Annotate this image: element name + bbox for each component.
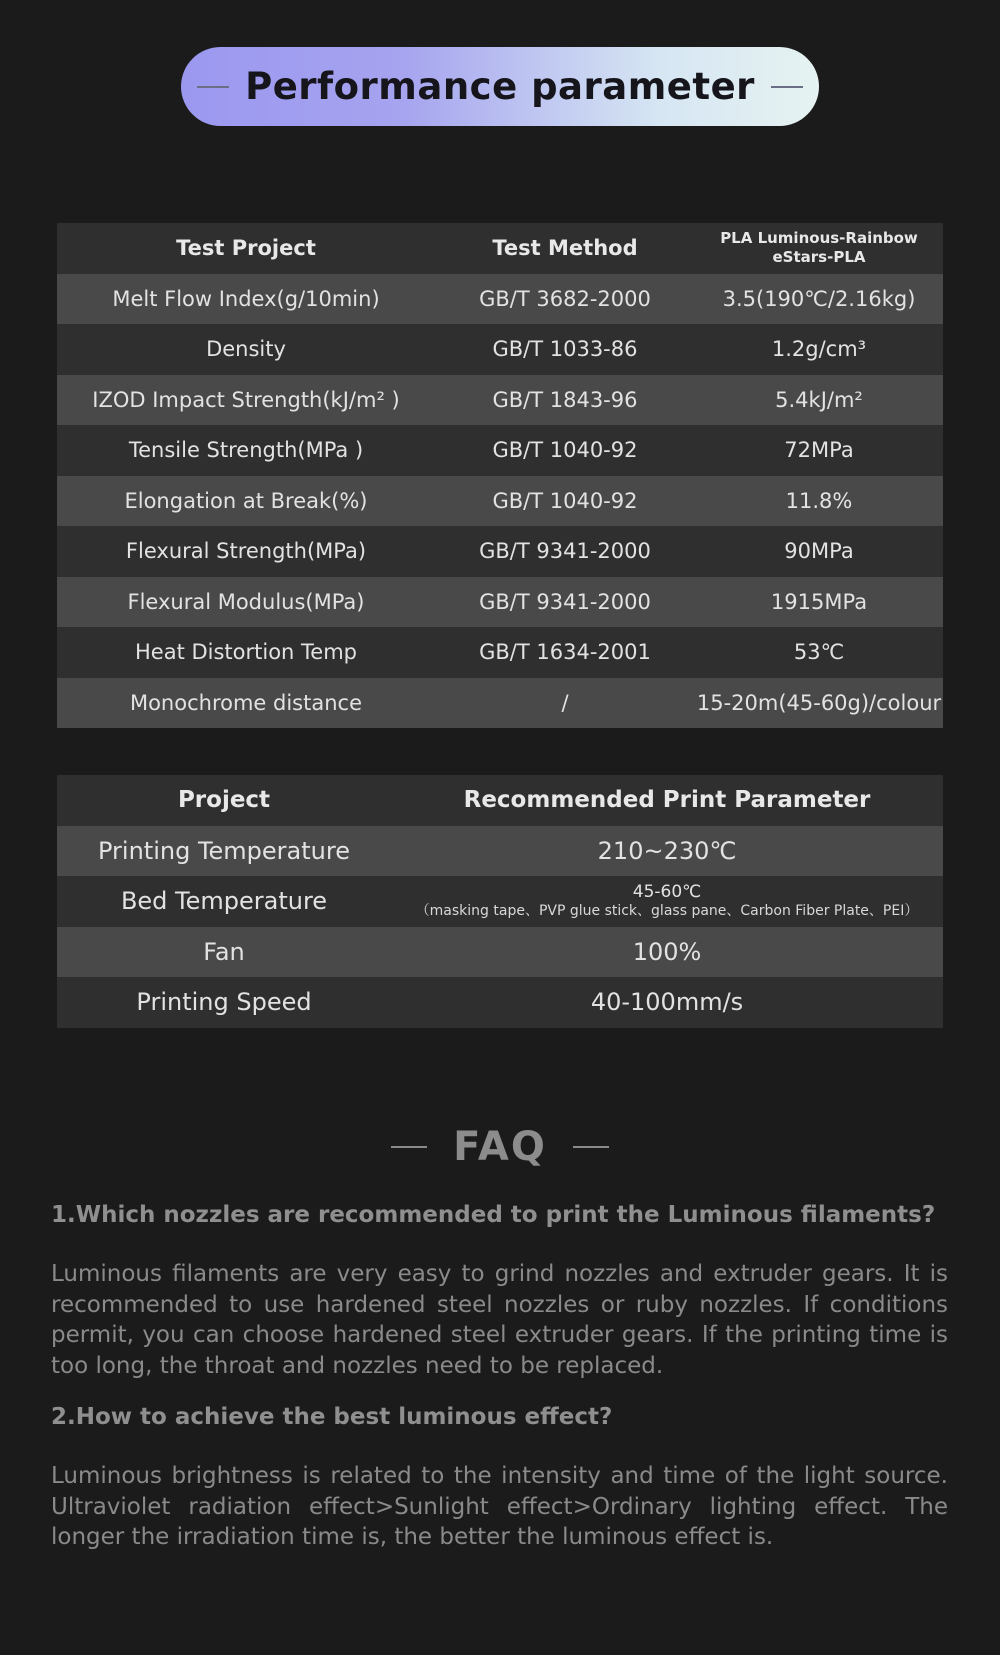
table-row [57,876,943,927]
header-product [695,223,943,274]
faq-question-1: 1.Which nozzles are recommended to print the Luminous filaments? [51,1202,936,1228]
cell-project: Bed Temperature [57,876,391,927]
cell-method: / [435,678,695,729]
print-parameter-table [57,775,943,1028]
faq-title: FAQ [453,1124,547,1170]
cell-value-with-note [391,876,943,927]
print-table-header [57,775,943,826]
cell-value: 210~230℃ [391,826,943,877]
cell-value: 72MPa [695,425,943,476]
cell-project: Tensile Strength(MPa ) [57,425,435,476]
cell-method: GB/T 1033-86 [435,324,695,375]
faq-right-dash [573,1146,609,1148]
faq-heading [0,1124,1000,1170]
cell-project: Printing Speed [57,977,391,1028]
cell-value: 11.8% [695,476,943,527]
cell-value: 53℃ [695,627,943,678]
cell-project: Elongation at Break(%) [57,476,435,527]
page-title: Performance parameter [245,65,755,108]
cell-value: 45-60℃ [632,882,702,903]
cell-method: GB/T 3682-2000 [435,274,695,325]
header-test-method: Test Method [435,223,695,274]
table-row [57,476,943,527]
cell-project: Fan [57,927,391,978]
table-row [57,375,943,426]
header-product-line1: PLA Luminous-Rainbow [720,229,918,248]
header-test-project: Test Project [57,223,435,274]
title-left-dash [197,86,229,88]
table-row [57,927,943,978]
table-row [57,826,943,877]
cell-project: Heat Distortion Temp [57,627,435,678]
table-row [57,627,943,678]
performance-table [57,223,943,728]
cell-value: 5.4kJ/m² [695,375,943,426]
cell-note: （masking tape、PVP glue stick、glass pane、Carbon Fiber Plate、PEI） [415,903,919,920]
cell-value: 1915MPa [695,577,943,628]
table-row [57,425,943,476]
section-title-pill [181,47,819,126]
faq-question-2: 2.How to achieve the best luminous effect? [51,1404,613,1430]
header-recommended-parameter: Recommended Print Parameter [391,775,943,826]
faq-left-dash [391,1146,427,1148]
cell-method: GB/T 1040-92 [435,476,695,527]
cell-method: GB/T 9341-2000 [435,526,695,577]
cell-project: Flexural Strength(MPa) [57,526,435,577]
table-row [57,526,943,577]
cell-value: 1.2g/cm³ [695,324,943,375]
cell-value: 100% [391,927,943,978]
cell-method: GB/T 9341-2000 [435,577,695,628]
cell-method: GB/T 1634-2001 [435,627,695,678]
faq-answer-2: Luminous brightness is related to the intensity and time of the light source. Ultraviolet radiation effect>Sunlight effect>Ordinary lighting effect. The longer the irradiation time is, the better the luminous effect is. [51,1463,948,1550]
cell-project: Flexural Modulus(MPa) [57,577,435,628]
performance-table-header [57,223,943,274]
cell-value: 15-20m(45-60g)/colour [695,678,943,729]
table-row [57,324,943,375]
cell-value: 3.5(190℃/2.16kg) [695,274,943,325]
title-right-dash [771,86,803,88]
cell-project: Density [57,324,435,375]
header-product-line2: eStars-PLA [772,248,866,267]
cell-value: 90MPa [695,526,943,577]
cell-project: Melt Flow Index(g/10min) [57,274,435,325]
table-row [57,274,943,325]
cell-method: GB/T 1040-92 [435,425,695,476]
table-row [57,577,943,628]
faq-answer-1: Luminous filaments are very easy to grind nozzles and extruder gears. It is recommended to use hardened steel nozzles or ruby nozzles. If conditions permit, you can choose hardened steel extruder gears. If the printing time is too long, the throat and nozzles need to be replaced. [51,1261,948,1379]
cell-project: Printing Temperature [57,826,391,877]
cell-project: Monochrome distance [57,678,435,729]
cell-project: IZOD Impact Strength(kJ/m² ) [57,375,435,426]
table-row [57,977,943,1028]
header-project: Project [57,775,391,826]
cell-value: 40-100mm/s [391,977,943,1028]
cell-method: GB/T 1843-96 [435,375,695,426]
table-row [57,678,943,729]
